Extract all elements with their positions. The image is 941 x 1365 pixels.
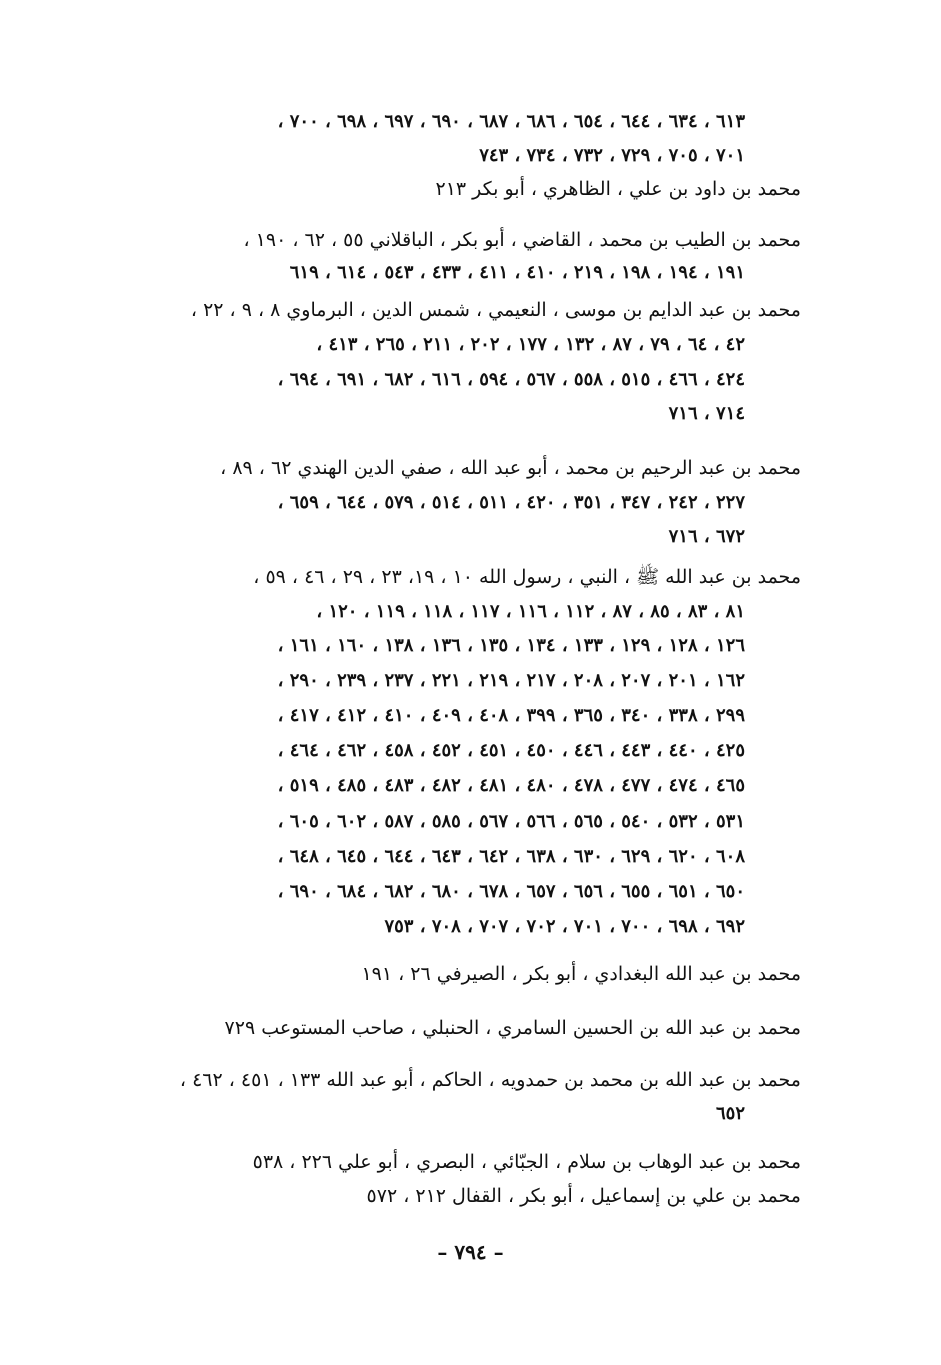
index-line: محمد بن عبد الوهاب بن سلام ، الجبّائي ، البصري ، أبو علي ٢٢٦ ، ٥٣٨ bbox=[252, 1151, 801, 1173]
index-line: ٦٠٨ ، ٦٢٠ ، ٦٢٩ ، ٦٣٠ ، ٦٣٨ ، ٦٤٢ ، ٦٤٣ ، ٦٤٤ ، ٦٤٥ ، ٦٤٨ ، bbox=[277, 846, 745, 867]
index-line: ٢٩٩ ، ٣٣٨ ، ٣٤٠ ، ٣٦٥ ، ٣٩٩ ، ٤٠٨ ، ٤٠٩ ، ٤١٠ ، ٤١٢ ، ٤١٧ ، bbox=[277, 705, 745, 726]
index-line: محمد بن الطيب بن محمد ، القاضي ، أبو بكر ، الباقلاني ٥٥ ، ٦٢ ، ١٩٠ ، bbox=[243, 229, 801, 251]
index-line: ١٢٦ ، ١٢٨ ، ١٢٩ ، ١٣٣ ، ١٣٤ ، ١٣٥ ، ١٣٦ ، ١٣٨ ، ١٦٠ ، ١٦١ ، bbox=[277, 635, 745, 656]
index-line: محمد بن عبد الله بن الحسين السامري ، الحنبلي ، صاحب المستوعب ٧٢٩ bbox=[224, 1017, 801, 1039]
index-line: ٧٠١ ، ٧٠٥ ، ٧٢٩ ، ٧٣٢ ، ٧٣٤ ، ٧٤٣ bbox=[479, 145, 745, 166]
index-line: محمد بن عبد الدايم بن موسى ، النعيمي ، شمس الدين ، البرماوي ٨ ، ٩ ، ٢٢ ، bbox=[190, 299, 801, 321]
page-number: – ٧٩٤ – bbox=[437, 1240, 504, 1264]
index-line: محمد بن علي بن إسماعيل ، أبو بكر ، القفال ٢١٢ ، ٥٧٢ bbox=[366, 1185, 801, 1207]
index-line: ٤٢٤ ، ٤٦٦ ، ٥١٥ ، ٥٥٨ ، ٥٦٧ ، ٥٩٤ ، ٦١٦ ، ٦٨٢ ، ٦٩١ ، ٦٩٤ ، bbox=[277, 369, 745, 390]
index-line: ٧١٤ ، ٧١٦ bbox=[668, 403, 745, 424]
index-line: ٦٧٢ ، ٧١٦ bbox=[668, 526, 745, 547]
index-line: ٥٣١ ، ٥٣٢ ، ٥٤٠ ، ٥٦٥ ، ٥٦٦ ، ٥٦٧ ، ٥٨٥ ، ٥٨٧ ، ٦٠٢ ، ٦٠٥ ، bbox=[277, 811, 745, 832]
index-line: محمد بن عبد الرحيم بن محمد ، أبو عبد الله ، صفي الدين الهندي ٦٢ ، ٨٩ ، bbox=[220, 457, 801, 479]
index-line: محمد بن عبد الله البغدادي ، أبو بكر ، الصيرفي ٢٦ ، ١٩١ bbox=[361, 963, 801, 985]
index-line: ٨١ ، ٨٣ ، ٨٥ ، ٨٧ ، ١١٢ ، ١١٦ ، ١١٧ ، ١١٨ ، ١١٩ ، ١٢٠ ، bbox=[316, 601, 745, 622]
index-line: محمد بن داود بن علي ، الظاهري ، أبو بكر ٢١٣ bbox=[435, 178, 801, 200]
index-line: ١٩١ ، ١٩٤ ، ١٩٨ ، ٢١٩ ، ٤١٠ ، ٤١١ ، ٤٣٣ ، ٥٤٣ ، ٦١٤ ، ٦١٩ bbox=[289, 262, 745, 283]
index-line: ٦٩٢ ، ٦٩٨ ، ٧٠٠ ، ٧٠١ ، ٧٠٢ ، ٧٠٧ ، ٧٠٨ ، ٧٥٣ bbox=[384, 916, 745, 937]
index-line: محمد بن عبد الله ﷺ ، النبي ، رسول الله ١٠ ، ١٩، ٢٣ ، ٢٩ ، ٤٦ ، ٥٩ ، bbox=[253, 566, 801, 588]
index-line: ٤٢ ، ٦٤ ، ٧٩ ، ٨٧ ، ١٣٢ ، ١٧٧ ، ٢٠٢ ، ٢١١ ، ٢٦٥ ، ٤١٣ ، bbox=[316, 334, 745, 355]
index-line: محمد بن عبد الله بن محمد بن حمدويه ، الحاكم ، أبو عبد الله ١٣٣ ، ٤٥١ ، ٤٦٢ ، bbox=[179, 1069, 801, 1091]
index-line: ٦٥٢ bbox=[715, 1103, 745, 1124]
index-line: ٤٦٥ ، ٤٧٤ ، ٤٧٧ ، ٤٧٨ ، ٤٨٠ ، ٤٨١ ، ٤٨٢ ، ٤٨٣ ، ٤٨٥ ، ٥١٩ ، bbox=[277, 775, 745, 796]
index-line: ٤٢٥ ، ٤٤٠ ، ٤٤٣ ، ٤٤٦ ، ٤٥٠ ، ٤٥١ ، ٤٥٢ ، ٤٥٨ ، ٤٦٢ ، ٤٦٤ ، bbox=[277, 740, 745, 761]
index-line: ٢٢٧ ، ٢٤٢ ، ٣٤٧ ، ٣٥١ ، ٤٢٠ ، ٥١١ ، ٥١٤ ، ٥٧٩ ، ٦٤٤ ، ٦٥٩ ، bbox=[277, 492, 745, 513]
index-line: ١٦٢ ، ٢٠١ ، ٢٠٧ ، ٢٠٨ ، ٢١٧ ، ٢١٩ ، ٢٢١ ، ٢٣٧ ، ٢٣٩ ، ٢٩٠ ، bbox=[277, 670, 745, 691]
index-line: ٦٥٠ ، ٦٥١ ، ٦٥٥ ، ٦٥٦ ، ٦٥٧ ، ٦٧٨ ، ٦٨٠ ، ٦٨٢ ، ٦٨٤ ، ٦٩٠ ، bbox=[277, 881, 745, 902]
index-line: ٦١٣ ، ٦٣٤ ، ٦٤٤ ، ٦٥٤ ، ٦٨٦ ، ٦٨٧ ، ٦٩٠ ، ٦٩٧ ، ٦٩٨ ، ٧٠٠ ، bbox=[277, 111, 745, 132]
